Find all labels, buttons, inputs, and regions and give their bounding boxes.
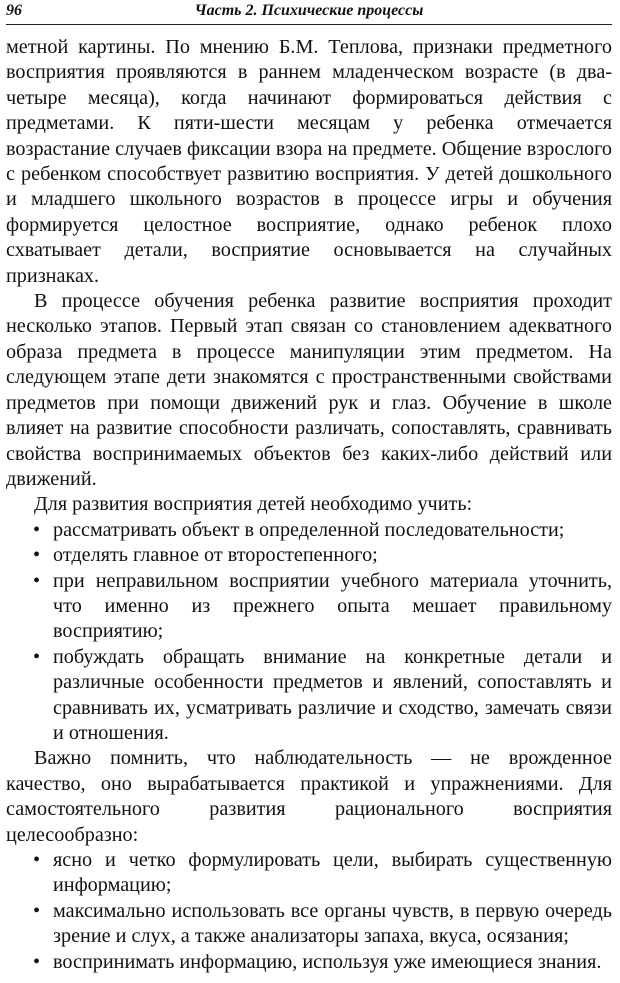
list-item bbox=[6, 899, 612, 950]
running-title: Часть 2. Психические процессы bbox=[194, 2, 424, 19]
bullet-icon: • bbox=[33, 518, 41, 541]
list-item-text: воспринимать информацию, используя уже имеющиеся знания. bbox=[53, 950, 602, 973]
list-item-text: при неправильном восприятии учебного материала уточнить, что именно из прежнего опыта мешает правильному восприятию; bbox=[53, 569, 612, 643]
list-item-text: отделять главное от второстепенного; bbox=[53, 544, 378, 567]
paragraph-3: Для развития восприятия детей необходимо учить: bbox=[34, 493, 473, 516]
bullet-icon: • bbox=[33, 645, 41, 668]
bullet-icon: • bbox=[33, 899, 41, 922]
paragraph-4: Важно помнить, что наблюдательность — не врожденное качество, оно вырабатывается практикой и упражнениями. Для самостоятельного развития рационального восприятия целесообразно: bbox=[6, 747, 612, 846]
list-item-text: ясно и четко формулировать цели, выбирать существенную информацию; bbox=[53, 849, 612, 897]
bullet-icon: • bbox=[33, 950, 41, 973]
bullet-list-2 bbox=[6, 848, 612, 975]
list-item-text: побуждать обращать внимание на конкретные детали и различные особенности предметов и явлений, сопоставлять и сравнивать их, усматривать различие и сходство, замечать связи и отношения. bbox=[53, 645, 612, 744]
bullet-icon: • bbox=[33, 849, 41, 871]
list-item-text: максимально использовать все органы чувств, в первую очередь зрение и слух, а также анализаторы запаха, вкуса, осязания; bbox=[53, 899, 612, 948]
list-item bbox=[6, 518, 612, 543]
list-item bbox=[6, 950, 612, 975]
page-body bbox=[6, 35, 612, 975]
list-item bbox=[6, 569, 612, 645]
list-item-text: рассматривать объект в определенной последовательности; bbox=[53, 518, 565, 541]
bullet-icon: • bbox=[33, 544, 41, 567]
paragraph-1: метной картины. По мнению Б.М. Теплова, признаки предметного восприятия проявляются в раннем младенческом возрасте (в два-четыре месяца), когда начинают формироваться действия с предметами. К пяти-шести месяцам у ребенка отмечается возрастание случаев фиксации взора на предмете. Общение взрослого с ребенком способствует развитию восприятия. У детей дошкольного и младшего школьного возрастов в процессе игры и обучения формируется целостное восприятие, однако ребенок плохо схватывает детали, восприятие основывается на случайных признаках. bbox=[6, 36, 612, 287]
list-item bbox=[6, 848, 612, 899]
bullet-icon: • bbox=[33, 569, 41, 592]
bullet-list-1 bbox=[6, 518, 612, 747]
list-item bbox=[6, 543, 612, 568]
page-header bbox=[6, 0, 612, 25]
page-number: 96 bbox=[6, 2, 22, 19]
paragraph-2: В процессе обучения ребенка развитие восприятия проходит несколько этапов. Первый этап связан со становлением адекватного образа предмета в процессе манипуляции этим предметом. На следующем этапе дети знакомятся с пространственными свойствами предметов при помощи движений рук и глаз. Обучение в школе влияет на развитие способности различать, сопоставлять, сравнивать свойства воспринимаемых объектов без каких-либо действий или движений. bbox=[6, 290, 612, 490]
list-item bbox=[6, 645, 612, 747]
